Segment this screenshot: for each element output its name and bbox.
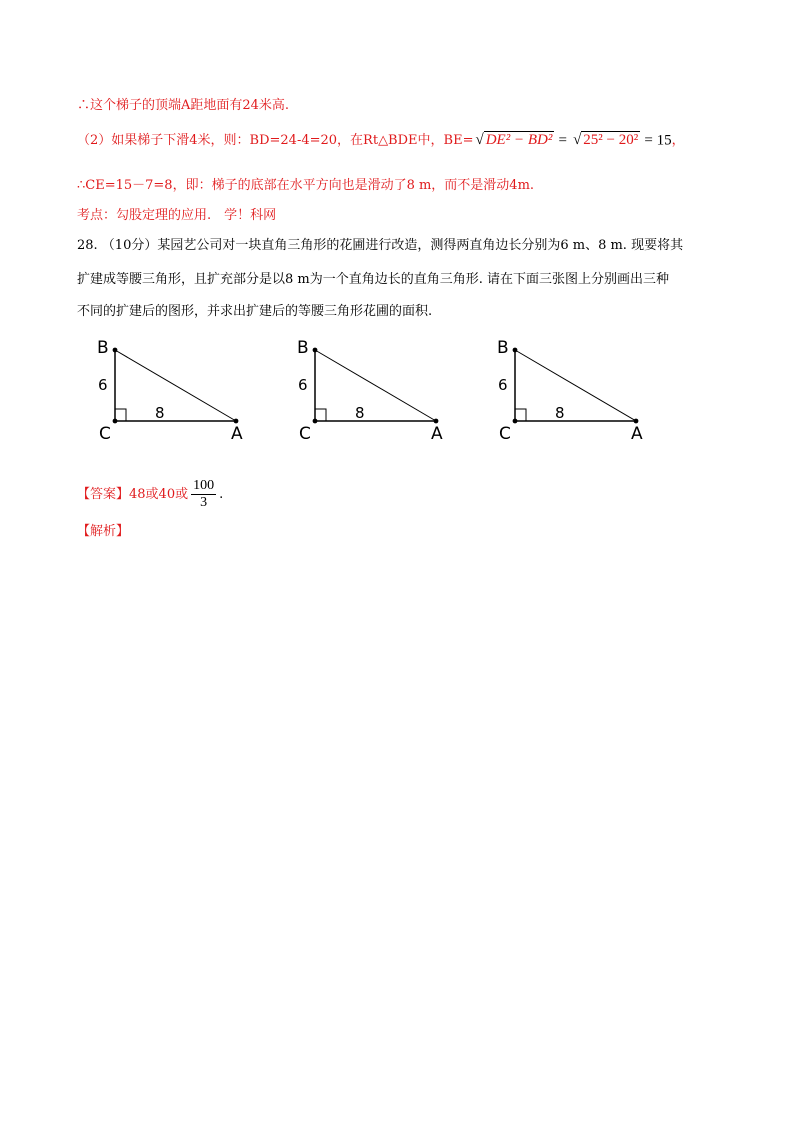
solution-line-2-suffix: ， bbox=[671, 132, 685, 148]
answer-fraction bbox=[191, 478, 216, 511]
radicand-1: DE² − BD² bbox=[485, 132, 553, 148]
radicand-2: 25² − 20² bbox=[583, 132, 639, 148]
vertex-label-b: B bbox=[497, 338, 509, 358]
side-label-ca: 8 bbox=[355, 404, 365, 422]
answer-label: 【答案】 bbox=[77, 487, 130, 502]
problem-line-1: 28. （10分）某园艺公司对一块直角三角形的花圃进行改造，测得两直角边长分别为6 m、8 m. 现要将其 bbox=[77, 238, 684, 253]
side-label-bc: 6 bbox=[298, 376, 308, 394]
solution-line-2-prefix: （2）如果梯子下滑4米，则：BD=24-4=20，在Rt△BDE中，BE= bbox=[77, 132, 474, 148]
problem-line-3: 不同的扩建后的图形，并求出扩建后的等腰三角形花圃的面积. bbox=[77, 304, 433, 319]
analysis-label: 【解析】 bbox=[77, 524, 130, 539]
fraction-denominator: 3 bbox=[200, 495, 208, 510]
side-label-ca: 8 bbox=[155, 404, 165, 422]
vertex-label-a: A bbox=[631, 424, 643, 444]
triangle-figure-3 bbox=[495, 334, 645, 446]
vertex-label-a: A bbox=[431, 424, 443, 444]
side-label-bc: 6 bbox=[98, 376, 108, 394]
answer-text: 48或40或 bbox=[129, 487, 189, 502]
vertex-label-b: B bbox=[297, 338, 309, 358]
triangle-figure-1 bbox=[95, 334, 245, 446]
answer-line bbox=[77, 478, 223, 511]
vertex-label-b: B bbox=[97, 338, 109, 358]
side-label-bc: 6 bbox=[498, 376, 508, 394]
result-value: = 15 bbox=[644, 132, 672, 149]
solution-line-1: ∴这个梯子的顶端A距地面有24米高. bbox=[77, 98, 290, 113]
triangle-figure-2 bbox=[295, 334, 445, 446]
vertex-label-c: C bbox=[299, 424, 311, 444]
equals-sign: = bbox=[558, 132, 567, 149]
sqrt-expression-1: √ DE² − BD² bbox=[475, 132, 553, 148]
answer-end: . bbox=[219, 487, 224, 502]
fraction-numerator: 100 bbox=[193, 478, 215, 493]
solution-line-2 bbox=[77, 130, 685, 151]
vertex-label-c: C bbox=[99, 424, 111, 444]
vertex-label-a: A bbox=[231, 424, 243, 444]
problem-line-2: 扩建成等腰三角形，且扩充部分是以8 m为一个直角边长的直角三角形. 请在下面三张图上分别画出三种 bbox=[77, 272, 669, 287]
sqrt-expression-2: √ 25² − 20² bbox=[573, 132, 639, 148]
vertex-label-c: C bbox=[499, 424, 511, 444]
solution-line-3: ∴CE=15－7=8，即：梯子的底部在水平方向也是滑动了8 m，而不是滑动4m. bbox=[77, 178, 535, 193]
knowledge-point: 考点：勾股定理的应用. 学！科网 bbox=[77, 208, 277, 223]
side-label-ca: 8 bbox=[555, 404, 565, 422]
